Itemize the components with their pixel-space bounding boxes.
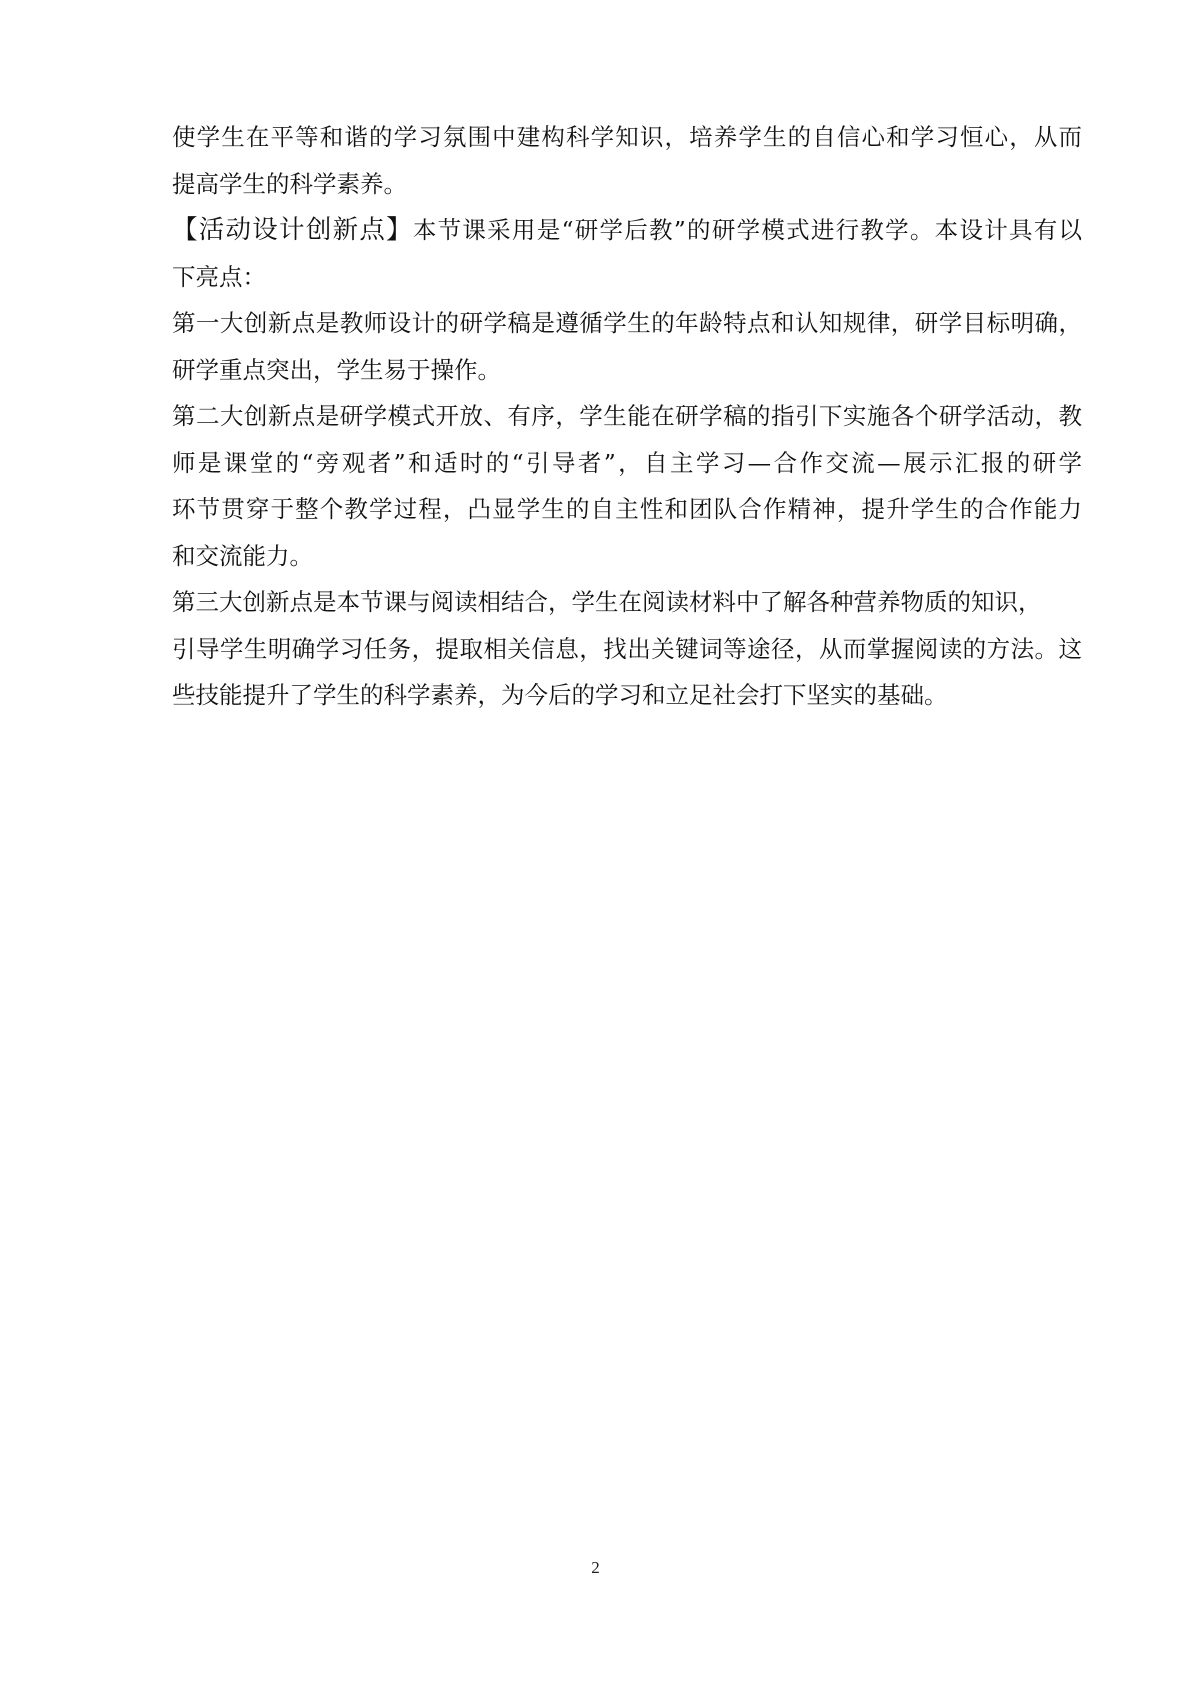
paragraph-line: 提高学生的科学素养。 xyxy=(172,169,407,198)
page-number: 2 xyxy=(591,1558,600,1577)
paragraph-line: 师是课堂的“旁观者”和适时的“引导者”，自主学习—合作交流—展示汇报的研学 xyxy=(172,448,1082,477)
paragraph-line: 研学重点突出，学生易于操作。 xyxy=(172,355,501,384)
section-heading-text: 本节课采用是“研学后教”的研学模式进行教学。本设计具有以 xyxy=(412,216,1082,244)
paragraph-line: 第二大创新点是研学模式开放、有序，学生能在研学稿的指引下实施各个研学活动，教 xyxy=(172,402,1082,430)
document-body xyxy=(172,114,1082,719)
paragraph-line: 使学生在平等和谐的学习氛围中建构科学知识，培养学生的自信心和学习恒心，从而 xyxy=(172,123,1082,151)
section-heading-line xyxy=(172,207,1082,254)
paragraph-line: 第三大创新点是本节课与阅读相结合，学生在阅读材料中了解各种营养物质的知识， xyxy=(172,588,1042,616)
paragraph-line: 引导学生明确学习任务，提取相关信息，找出关键词等途径，从而掌握阅读的方法。这 xyxy=(172,634,1082,663)
paragraph-line: 第一大创新点是教师设计的研学稿是遵循学生的年龄特点和认知规律，研学目标明确， xyxy=(172,309,1082,337)
paragraph-line: 环节贯穿于整个教学过程，凸显学生的自主性和团队合作精神，提升学生的合作能力 xyxy=(172,495,1082,523)
paragraph-line: 和交流能力。 xyxy=(172,541,313,570)
section-heading-label: 【活动设计创新点】 xyxy=(172,215,413,245)
paragraph-line: 下亮点： xyxy=(172,262,266,291)
paragraph-line: 些技能提升了学生的科学素养，为今后的学习和立足社会打下坚实的基础。 xyxy=(172,681,948,709)
